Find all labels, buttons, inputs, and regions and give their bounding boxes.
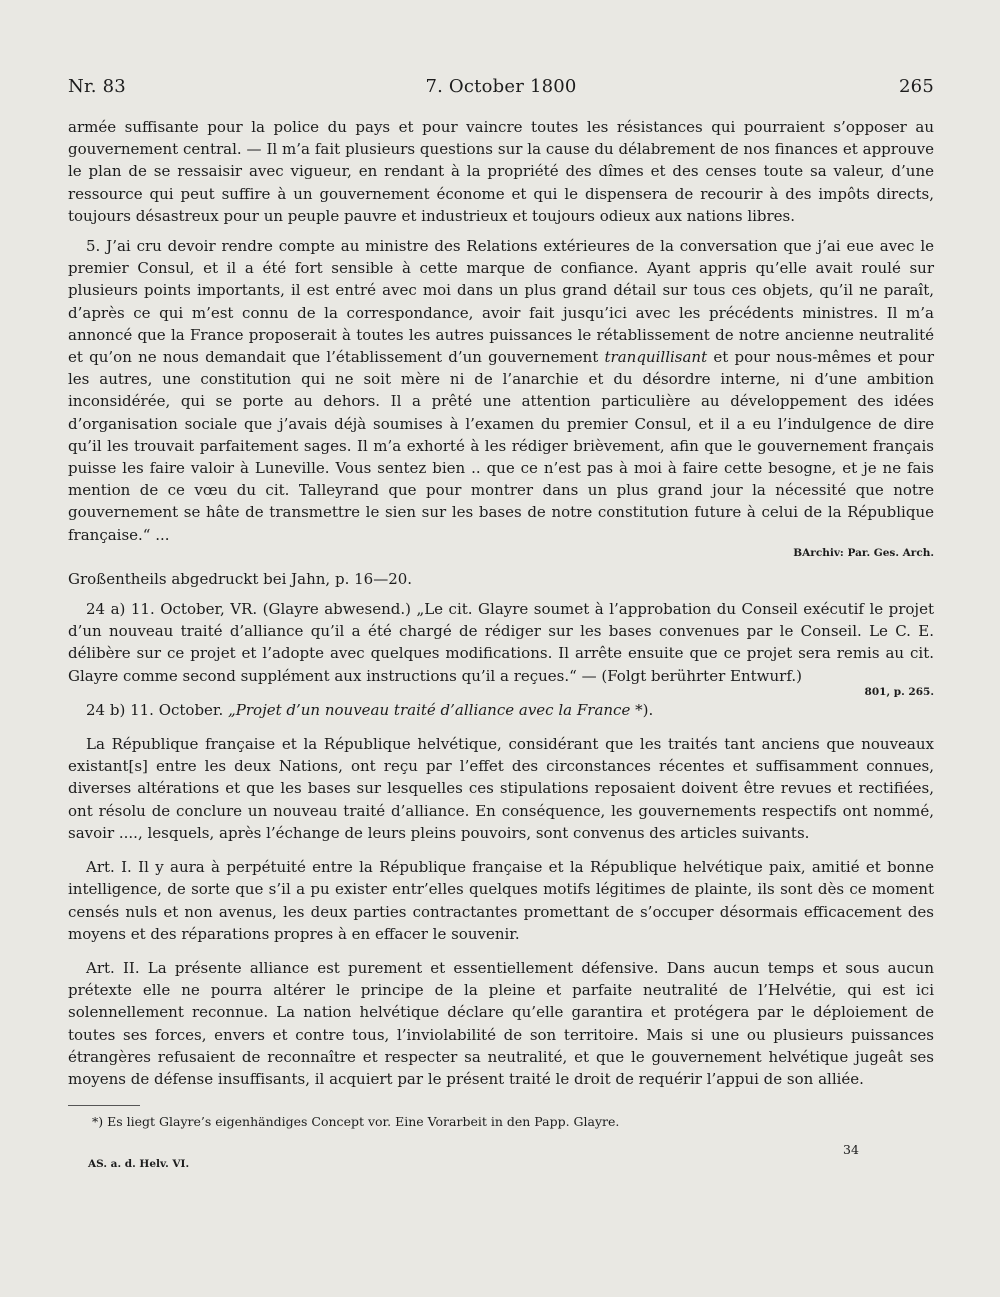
print-note: Großentheils abgedruckt bei Jahn, p. 16—20. <box>68 569 413 588</box>
sheet-number: 34 <box>843 1142 859 1157</box>
document-number: Nr. 83 <box>68 76 126 97</box>
paragraph-5-emphasis: tranquillisant <box>604 348 708 367</box>
page-header <box>68 76 934 102</box>
footnote-marker: *). <box>630 700 654 719</box>
entry-24b-heading <box>68 699 934 721</box>
header-date: 7. October 1800 <box>425 76 577 97</box>
footnote: *) Es liegt Glayre’s eigenhändiges Concept vor. Eine Vorarbeit in den Papp. Glayre. <box>92 1114 620 1129</box>
footnote-divider <box>68 1105 140 1106</box>
page-number: 265 <box>899 76 934 97</box>
treaty-preamble: La République française et la République helvétique, considérant que les traités tant anciens que nouveaux existant[s] entre les deux Nations, ont reçu par l’effet des circonstances récentes et suffisamment connues, diverses altérations et que les bases sur lesquelles ces stipulations reposaient doivent être revues et rectifiées, ont résolu de conclure un nouveau traité d’alliance. En conséquence, les gouvernements respectifs ont nommé, savoir ...., lesquels, après l’échange de leurs pleins pouvoirs, sont convenus des articles suivants. <box>68 735 934 842</box>
paragraph-5-text-a: 5. J’ai cru devoir rendre compte au ministre des Relations extérieures de la conversation que j’ai eue avec le premier Consul, et il a été fort sensible à cette marque de confiance. Ayant appris qu’elle avait roulé sur plusieurs points importants, il est entré avec moi dans un plus grand détail sur tous ces objets, qu’il ne paraît, d’après ce qui m’est connu de la correspondance, avoir fait jusqu’ici avec les précédents ministres. Il m’a annoncé que la France proposerait à toutes les autres puissances le rétablissement de notre ancienne neutralité et qu’on ne nous demandait que l’établissement d’un gouvernement <box>68 237 934 367</box>
entry-24b-label: 24 b) 11. October. <box>86 700 228 719</box>
treaty-article-1: Art. I. Il y aura à perpétuité entre la République française et la République helvétique paix, amitié et bonne intelligence, de sorte que s’il a pu exister entr’elles quelques motifs légitimes de plainte, ils sont dès ce moment censés nuls et non avenus, les deux parties contractantes promettant de s’occuper désormais efficacement des moyens et des réparations propres à en effacer le souvenir. <box>68 858 934 943</box>
treaty-article-2: Art. II. La présente alliance est purement et essentiellement défensive. Dans aucun temps et sous aucun prétexte elle ne pourra altérer le principe de la pleine et parfaite neutralité de l’Helvétie, qui est ici solennellement reconnue. La nation helvétique déclare qu’elle garantira et protégera par le déploiement de toutes ses forces, envers et contre tous, l’inviolabilité de son territoire. Mais si une ou plusieurs puissances étrangères refusaient de reconnaître et respecter sa neutralité, et que le gouvernement helvétique jugeât ses moyens de défense insuffisants, il acquiert par le présent traité le droit de requérir l’appui de son alliée. <box>68 958 934 1088</box>
entry-24a: 24 a) 11. October, VR. (Glayre abwesend.) „Le cit. Glayre soumet à l’approbation du Conseil exécutif le projet d’un nouveau traité d’alliance qu’il a été chargé de rédiger sur les bases convenues par le Conseil. Le C. E. délibère sur ce projet et l’adopte avec quelques modifications. Il arrête ensuite que ce projet sera remis au cit. Glayre comme second supplément aux instructions qu’il a reçues.“ — (Folgt berührter Entwurf.) <box>68 600 934 685</box>
archive-source: BArchiv: Par. Ges. Arch. <box>793 546 934 559</box>
sheet-signature: AS. a. d. Helv. VI. <box>88 1158 190 1170</box>
paragraph-5-text-b: et pour nous-mêmes et pour les autres, une constitution qui ne soit mère ni de l’anarchie et du désordre interne, ni d’une ambition inconsidérée, qui se porte au dehors. Il a prêté une attention particulière au développement des idées d’organisation sociale que j’avais déjà soumises à l’examen du premier Consul, et il a eu l’indulgence de dire qu’il les trouvait parfaitement sages. Il m’a exhorté à les rédiger brièvement, afin que le gouvernement français puisse les faire valoir à Luneville. Vous sentez bien .. que ce n’est pas à moi à faire cette besogne, et je ne fais mention de ce vœu du cit. Talleyrand que pour montrer dans un plus grand jour la nécessité que notre gouvernement se hâte de transmettre le sien sur les bases de notre constitution future à celui de la République française.“ ... <box>68 348 934 544</box>
paragraph-5 <box>68 235 934 546</box>
paragraph-continuation: armée suffisante pour la police du pays et pour vaincre toutes les résistances qui pourraient s’opposer au gouvernement central. — Il m’a fait plusieurs questions sur la cause du délabrement de nos finances et approuve le plan de se ressaisir avec vigueur, en rendant à la propriété des dîmes et des censes toute sa valeur, d’une ressource qui peut suffire à un gouvernement économe et qui le dispensera de recourir à des impôts directs, toujours désastreux pour un peuple pauvre et industrieux et toujours odieux aux nations libres. <box>68 118 934 225</box>
cross-reference: 801, p. 265. <box>864 685 934 698</box>
body-text <box>68 116 934 1090</box>
entry-24b-title: „Projet d’un nouveau traité d’alliance avec la France <box>228 700 631 719</box>
